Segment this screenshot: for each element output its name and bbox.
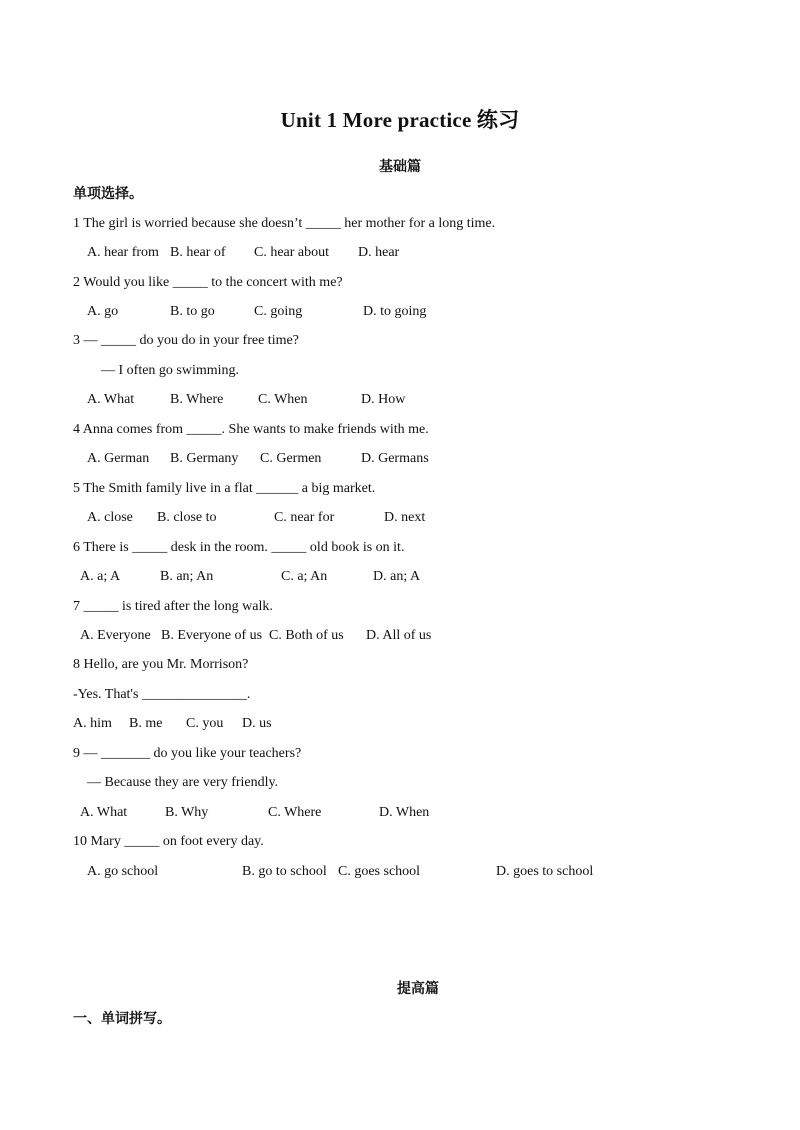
option-c: C. hear about <box>254 245 330 260</box>
question-3-answer-line: — I often go swimming. <box>101 363 240 378</box>
question-6-stem: 6 There is _____ desk in the room. _____ old book is on it. <box>73 540 405 555</box>
page-title: Unit 1 More practice 练习 <box>280 108 520 132</box>
option-a: A. him <box>73 716 112 731</box>
option-b: B. hear of <box>170 245 226 260</box>
option-b: B. Germany <box>170 451 239 466</box>
question-9-answer-line: — Because they are very friendly. <box>87 775 279 790</box>
question-9-stem: 9 — _______ do you like your teachers? <box>73 746 302 761</box>
option-d: D. to going <box>363 304 427 319</box>
option-c: C. Germen <box>260 451 322 466</box>
option-d: D. hear <box>358 245 400 260</box>
option-c: C. goes school <box>338 864 421 879</box>
question-8-stem: 8 Hello, are you Mr. Morrison? <box>73 657 249 672</box>
option-d: D. Germans <box>361 451 429 466</box>
option-b: B. Where <box>170 392 224 407</box>
question-7-stem: 7 _____ is tired after the long walk. <box>73 599 273 614</box>
option-d: D. us <box>242 716 272 731</box>
option-c: C. near for <box>274 510 335 525</box>
option-a: A. Everyone <box>80 628 151 643</box>
option-d: D. an; A <box>373 569 421 584</box>
option-b: B. Why <box>165 805 209 820</box>
section-advanced-title: 提高篇 <box>397 982 439 997</box>
question-3-stem: 3 — _____ do you do in your free time? <box>73 333 299 348</box>
option-d: D. When <box>379 805 430 820</box>
question-2-stem: 2 Would you like _____ to the concert with me? <box>73 275 343 290</box>
option-a: A. German <box>87 451 150 466</box>
option-a: A. go <box>87 304 119 319</box>
question-5-stem: 5 The Smith family live in a flat ______ a big market. <box>73 481 376 496</box>
option-b: B. go to school <box>242 864 327 879</box>
option-c: C. a; An <box>281 569 328 584</box>
option-a: A. hear from <box>87 245 159 260</box>
section-advanced-instruction: 一、单词拼写。 <box>73 1012 171 1027</box>
section-basic-instruction: 单项选择。 <box>73 187 143 202</box>
question-10-stem: 10 Mary _____ on foot every day. <box>73 834 264 849</box>
question-4-stem: 4 Anna comes from _____. She wants to make friends with me. <box>73 422 429 437</box>
option-d: D. goes to school <box>496 864 594 879</box>
option-a: A. What <box>80 805 128 820</box>
option-a: A. a; A <box>80 569 121 584</box>
question-8-answer-line: -Yes. That's _______________. <box>73 687 251 702</box>
option-c: C. you <box>186 716 224 731</box>
option-b: B. an; An <box>160 569 214 584</box>
option-b: B. me <box>129 716 163 731</box>
option-c: C. going <box>254 304 303 319</box>
section-basic-title: 基础篇 <box>379 160 421 175</box>
option-a: A. What <box>87 392 135 407</box>
option-d: D. How <box>361 392 406 407</box>
option-d: D. next <box>384 510 426 525</box>
option-a: A. close <box>87 510 133 525</box>
option-b: B. Everyone of us <box>161 628 263 643</box>
option-b: B. to go <box>170 304 215 319</box>
option-d: D. All of us <box>366 628 432 643</box>
option-c: C. Both of us <box>269 628 344 643</box>
option-c: C. Where <box>268 805 322 820</box>
question-1-stem: 1 The girl is worried because she doesn’t _____ her mother for a long time. <box>73 216 496 231</box>
option-b: B. close to <box>157 510 217 525</box>
option-a: A. go school <box>87 864 159 879</box>
option-c: C. When <box>258 392 308 407</box>
